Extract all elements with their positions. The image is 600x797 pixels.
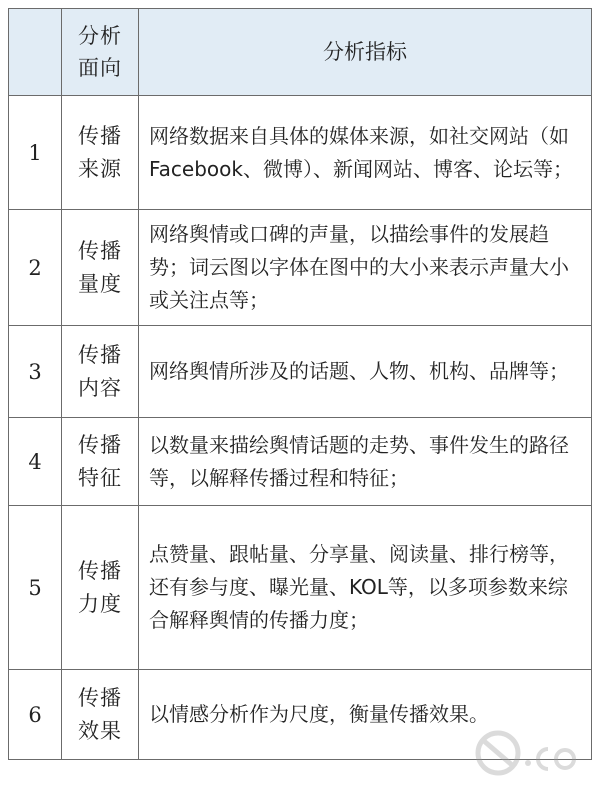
row-dimension <box>62 506 139 670</box>
table-row <box>9 96 592 210</box>
row-description: 点赞量、跟帖量、分享量、阅读量、排行榜等，还有参与度、曝光量、KOL等，以多项参数来综合解释舆情的传播力度； <box>139 506 592 670</box>
table-row <box>9 326 592 418</box>
header-dimension-line1: 分析 <box>78 24 122 48</box>
row-dimension-line1: 传播 <box>78 238 122 263</box>
row-dimension <box>62 418 139 506</box>
row-dimension <box>62 670 139 760</box>
header-number-cell <box>9 9 62 96</box>
row-description: 网络舆情所涉及的话题、人物、机构、品牌等； <box>139 326 592 418</box>
row-dimension-line2: 量度 <box>78 271 122 296</box>
header-metric-cell: 分析指标 <box>139 9 592 96</box>
table-header-row <box>9 9 592 96</box>
row-dimension-line1: 传播 <box>78 432 122 457</box>
row-dimension-line1: 传播 <box>78 685 122 710</box>
row-dimension-line1: 传播 <box>78 558 122 583</box>
header-dimension-cell <box>62 9 139 96</box>
table-row <box>9 670 592 760</box>
row-dimension-line2: 效果 <box>78 718 122 743</box>
row-dimension-line1: 传播 <box>78 342 122 367</box>
row-dimension <box>62 96 139 210</box>
row-dimension-line2: 力度 <box>78 591 122 616</box>
row-number: 4 <box>9 418 62 506</box>
row-description: 网络数据来自具体的媒体来源，如社交网站（如 Facebook、微博）、新闻网站、博客、论坛等； <box>139 96 592 210</box>
row-dimension-line2: 特征 <box>78 465 122 490</box>
header-dimension-line2: 面向 <box>78 56 122 80</box>
row-number: 1 <box>9 96 62 210</box>
row-number: 3 <box>9 326 62 418</box>
row-description: 以情感分析作为尺度，衡量传播效果。 <box>139 670 592 760</box>
row-dimension-line2: 来源 <box>78 156 122 181</box>
table-row <box>9 418 592 506</box>
analysis-metrics-table <box>8 8 592 760</box>
row-dimension-line2: 内容 <box>78 375 122 400</box>
row-description: 网络舆情或口碑的声量，以描绘事件的发展趋势；词云图以字体在图中的大小来表示声量大小或关注点等； <box>139 210 592 326</box>
row-number: 6 <box>9 670 62 760</box>
row-description: 以数量来描绘舆情话题的走势、事件发生的路径等，以解释传播过程和特征； <box>139 418 592 506</box>
row-dimension <box>62 210 139 326</box>
table-row <box>9 506 592 670</box>
row-dimension-line1: 传播 <box>78 123 122 148</box>
row-dimension <box>62 326 139 418</box>
row-number: 5 <box>9 506 62 670</box>
table-row <box>9 210 592 326</box>
row-number: 2 <box>9 210 62 326</box>
